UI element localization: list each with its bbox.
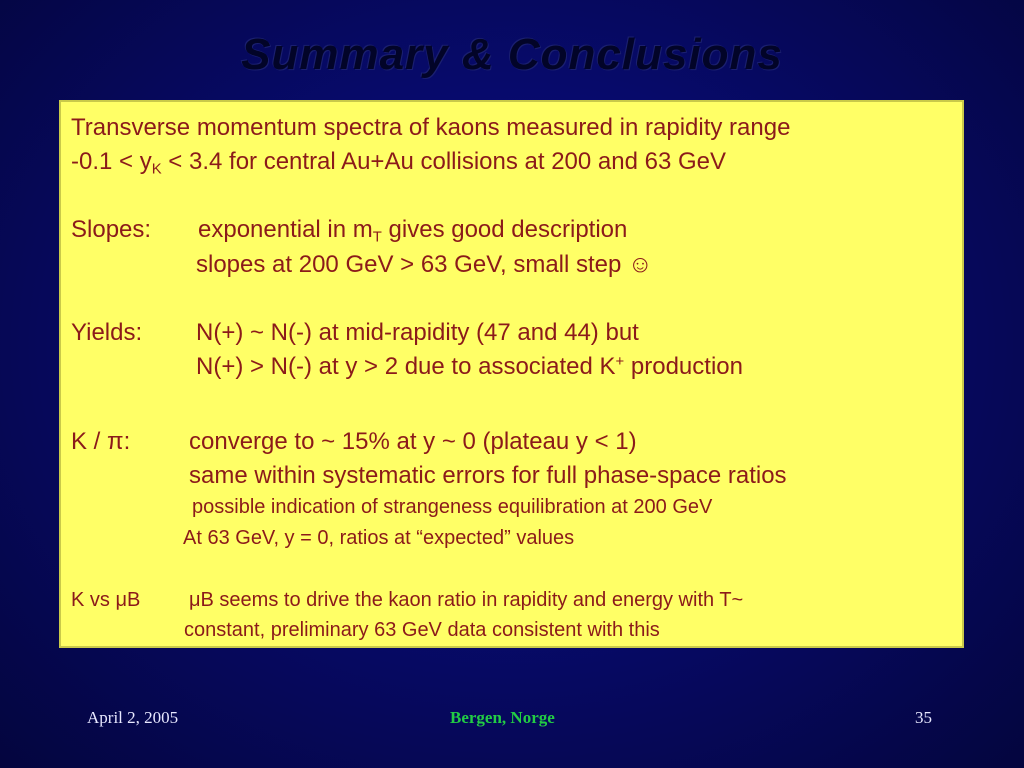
slopes-line-2: slopes at 200 GeV > 63 GeV, small step ☺ <box>196 251 653 278</box>
footer-page-number: 35 <box>915 708 932 727</box>
kpi-label: K / π: <box>71 428 131 455</box>
intro-line-2 <box>71 148 726 177</box>
slopes-line-1-text-a: exponential in m <box>198 216 373 243</box>
footer-date: April 2, 2005 <box>87 708 179 727</box>
slopes-label: Slopes: <box>71 216 152 243</box>
kpi-line-4: At 63 GeV, y = 0, ratios at “expected” values <box>183 527 575 549</box>
intro-line-2-subscript: K <box>151 161 162 178</box>
kpi-line-3: possible indication of strangeness equilibration at 200 GeV <box>192 496 713 518</box>
slide-title: Summary & Conclusions <box>241 30 783 79</box>
intro-line-2-text-a: -0.1 < y <box>71 148 152 175</box>
intro-line-2-text-b: < 3.4 for central Au+Au collisions at 200 and 63 GeV <box>161 148 727 175</box>
yields-line-2-text-a: N(+) > N(-) at y > 2 due to associated K <box>196 353 616 380</box>
yields-line-2-text-b: production <box>624 353 743 380</box>
yields-line-1: N(+) ~ N(-) at mid-rapidity (47 and 44) but <box>196 319 639 346</box>
kmu-line-1: μB seems to drive the kaon ratio in rapidity and energy with T~ <box>189 589 744 611</box>
yields-line-2-superscript: + <box>615 353 625 370</box>
slopes-line-1-subscript: T <box>372 229 382 246</box>
yields-label: Yields: <box>71 319 143 346</box>
footer-location: Bergen, Norge <box>450 708 555 727</box>
intro-line-1: Transverse momentum spectra of kaons measured in rapidity range <box>71 114 791 141</box>
kmu-label: K vs μB <box>71 589 141 611</box>
slopes-line-1 <box>198 216 627 245</box>
kmu-line-2: constant, preliminary 63 GeV data consistent with this <box>184 619 660 641</box>
slopes-line-1-text-b: gives good description <box>381 216 628 243</box>
kpi-line-1: converge to ~ 15% at y ~ 0 (plateau y < 1) <box>189 428 637 455</box>
content-box <box>59 100 964 648</box>
kpi-line-2: same within systematic errors for full phase-space ratios <box>189 462 787 489</box>
yields-line-2 <box>196 353 743 381</box>
